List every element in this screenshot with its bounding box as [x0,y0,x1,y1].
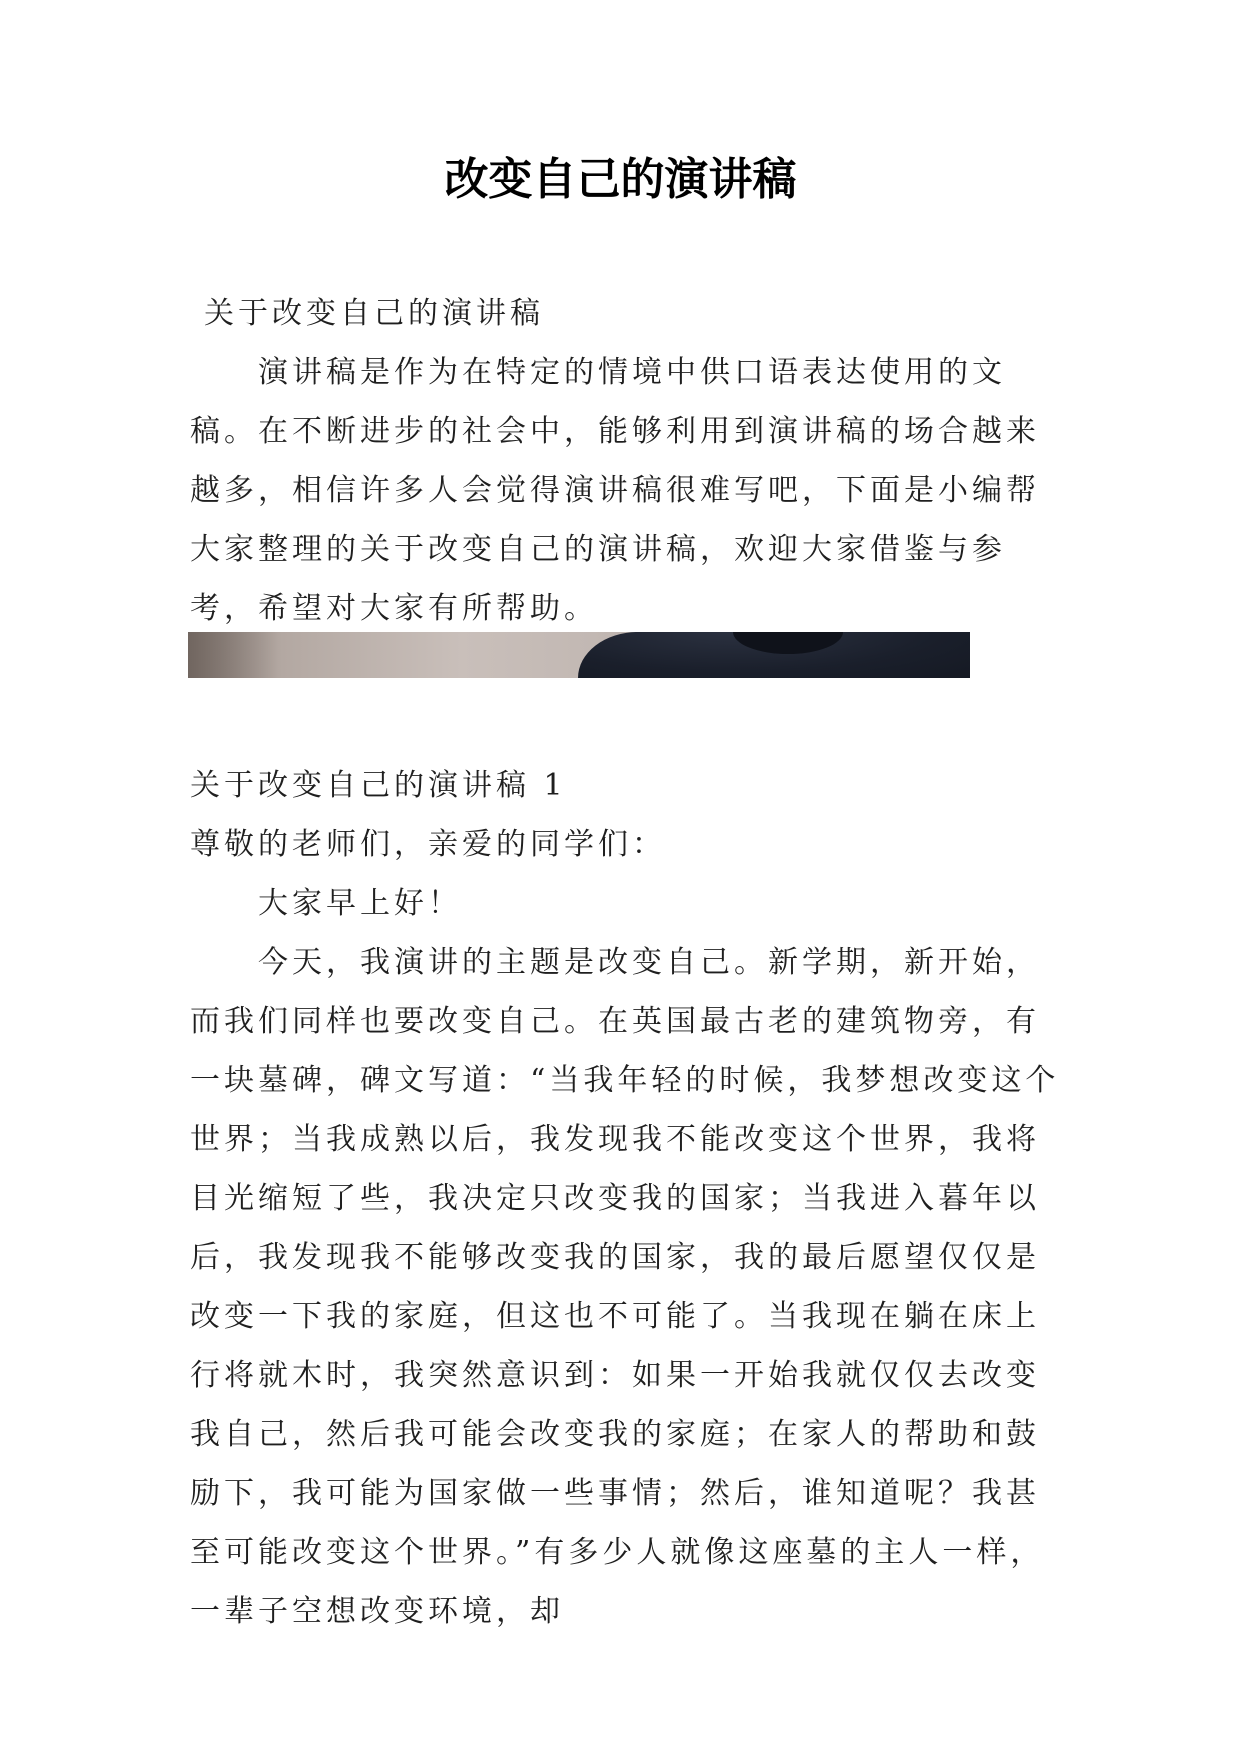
speech-salutation: 尊敬的老师们，亲爱的同学们： [190,827,666,862]
document-title: 改变自己的演讲稿 [444,154,797,205]
speech-section [190,756,1070,1641]
speech-heading: 关于改变自己的演讲稿 1 [190,768,567,803]
speech-body: 今天，我演讲的主题是改变自己。新学期，新开始，而我们同样也要改变自己。在英国最古老的建筑物旁，有一块墓碑，碑文写道：“当我年轻的时候，我梦想改变这个世界；当我成熟以后，我发现我不能改变这个世界，我将目光缩短了些，我决定只改变我的国家；当我进入暮年以后，我发现我不能够改变我的国家，我的最后愿望仅仅是改变一下我的家庭，但这也不可能了。当我现在躺在床上行将就木时，我突然意识到：如果一开始我就仅仅去改变我自己，然后我可能会改变我的家庭；在家人的帮助和鼓励下，我可能为国家做一些事情；然后，谁知道呢？我甚至可能改变这个世界。”有多少人就像这座墓的主人一样，一辈子空想改变环境，却 [190,945,1060,1629]
intro-subtitle: 关于改变自己的演讲稿 [204,296,544,331]
photo-background [188,632,278,678]
cropped-photo [188,632,970,678]
speech-greeting: 大家早上好！ [258,886,462,921]
intro-section [190,284,1070,638]
intro-paragraph: 演讲稿是作为在特定的情境中供口语表达使用的文稿。在不断进步的社会中，能够利用到演讲稿的场合越来越多，相信许多人会觉得演讲稿很难写吧，下面是小编帮大家整理的关于改变自己的演讲稿，欢迎大家借鉴与参考，希望对大家有所帮助。 [190,355,1040,626]
